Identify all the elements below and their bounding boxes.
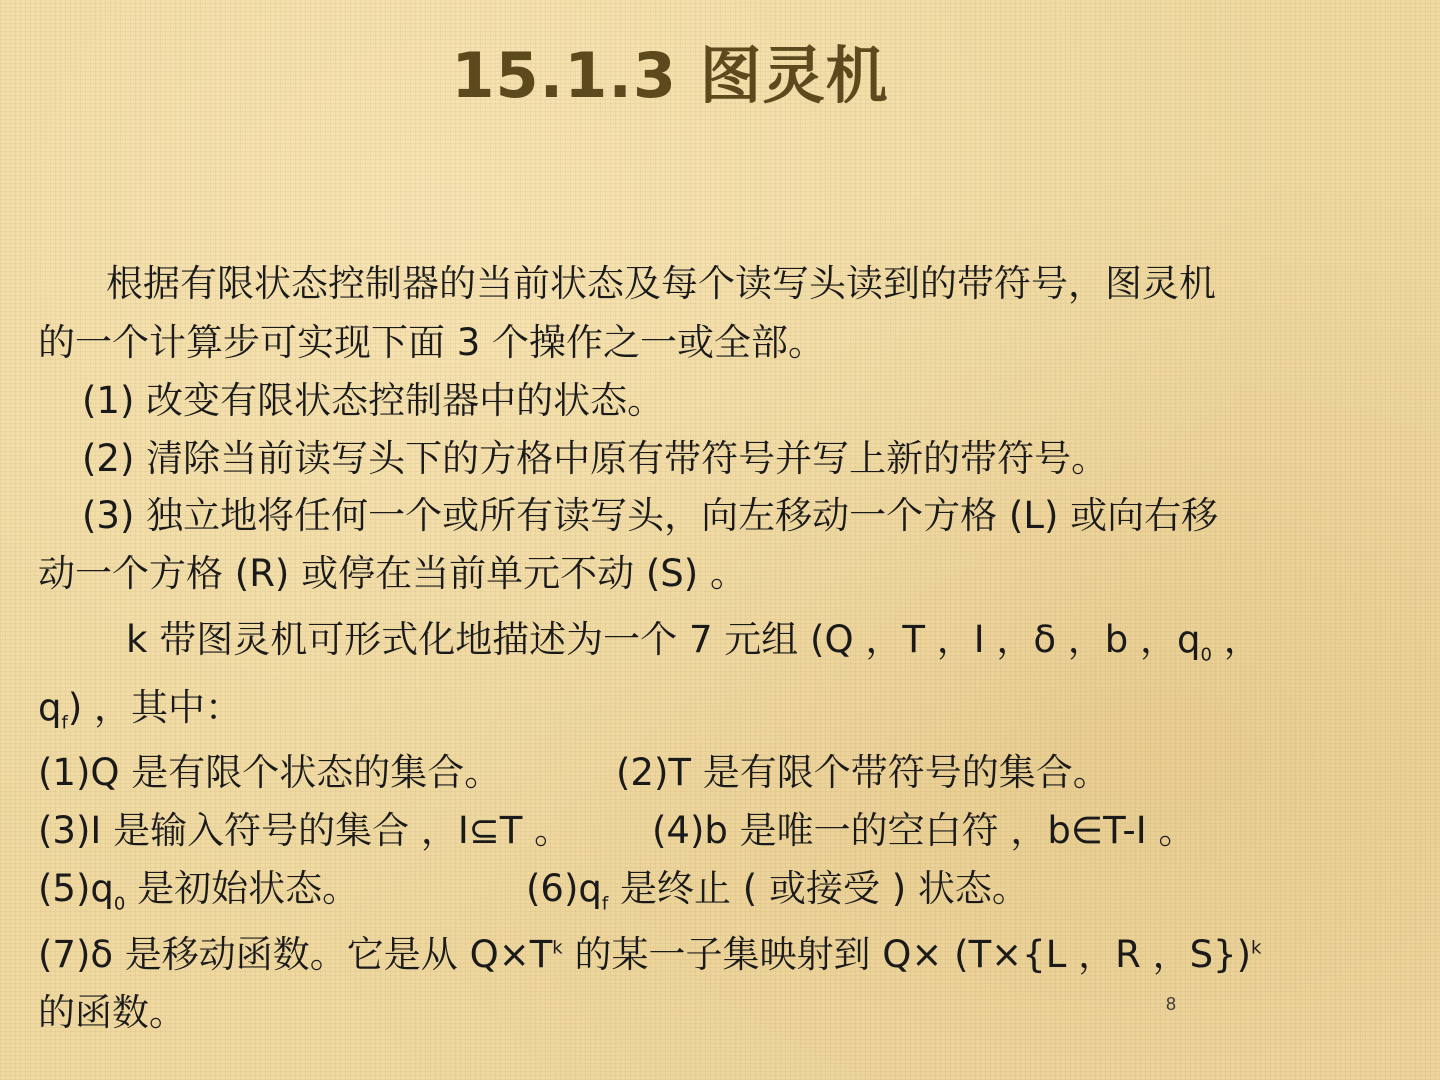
paragraph-intro-line-1: 根据有限状态控制器的当前状态及每个读写头读到的带符号，图灵机 — [106, 262, 1216, 305]
definition-item-2: (2)T 是有限个带符号的集合。 — [616, 751, 1110, 794]
item-7-text-a: (7)δ 是移动函数。它是从 Q×T — [38, 933, 553, 976]
item-5-label: (5)q — [38, 867, 114, 910]
operation-1: (1) 改变有限状态控制器中的状态。 — [82, 379, 665, 422]
item-5-subscript: 0 — [113, 893, 126, 915]
item-7-superscript-1: k — [552, 937, 563, 959]
definition-line-1-text: k 带图灵机可形式化地描述为一个 7 元组 (Q ，T ，I ，δ ，b ，q — [126, 618, 1201, 661]
definition-line-2-text: ) ，其中： — [67, 686, 243, 729]
definition-item-3: (3)I 是输入符号的集合 ，I⊆T 。 — [38, 809, 572, 852]
definition-item-1: (1)Q 是有限个状态的集合。 — [38, 751, 502, 794]
definition-line-1-end: ， — [1211, 618, 1261, 661]
slide-title: 15.1.3 图灵机 — [451, 39, 889, 112]
paragraph-intro-line-2: 的一个计算步可实现下面 3 个操作之一或全部。 — [38, 321, 826, 364]
qf-subscript: f — [61, 712, 68, 734]
definition-line-2 — [38, 686, 243, 734]
item-6-label: (6)q — [526, 867, 602, 910]
page-number: 8 — [1166, 994, 1177, 1014]
definition-line-2-q: q — [38, 686, 62, 729]
definition-item-6 — [526, 867, 1029, 915]
definition-item-5 — [38, 867, 360, 915]
q0-subscript: 0 — [1200, 644, 1212, 666]
definition-line-1 — [126, 618, 1261, 666]
definition-item-7-line-1 — [38, 933, 1261, 977]
operation-3-line-1: (3) 独立地将任何一个或所有读写头，向左移动一个方格 (L) 或向右移 — [82, 494, 1219, 537]
operation-2: (2) 清除当前读写头下的方格中原有带符号并写上新的带符号。 — [82, 437, 1109, 480]
definition-item-4: (4)b 是唯一的空白符 ，b∈T-I 。 — [652, 809, 1196, 852]
item-7-text-b: 的某一子集映射到 Q× (T×{L ，R ，S}) — [562, 933, 1252, 976]
operation-3-line-2: 动一个方格 (R) 或停在当前单元不动 (S) 。 — [38, 552, 747, 595]
item-5-text: 是初始状态。 — [125, 867, 360, 910]
item-7-superscript-2: k — [1251, 937, 1262, 959]
item-6-subscript: f — [601, 893, 609, 915]
definition-item-7-line-2: 的函数。 — [38, 991, 186, 1034]
item-6-text: 是终止 ( 或接受 ) 状态。 — [608, 867, 1029, 910]
